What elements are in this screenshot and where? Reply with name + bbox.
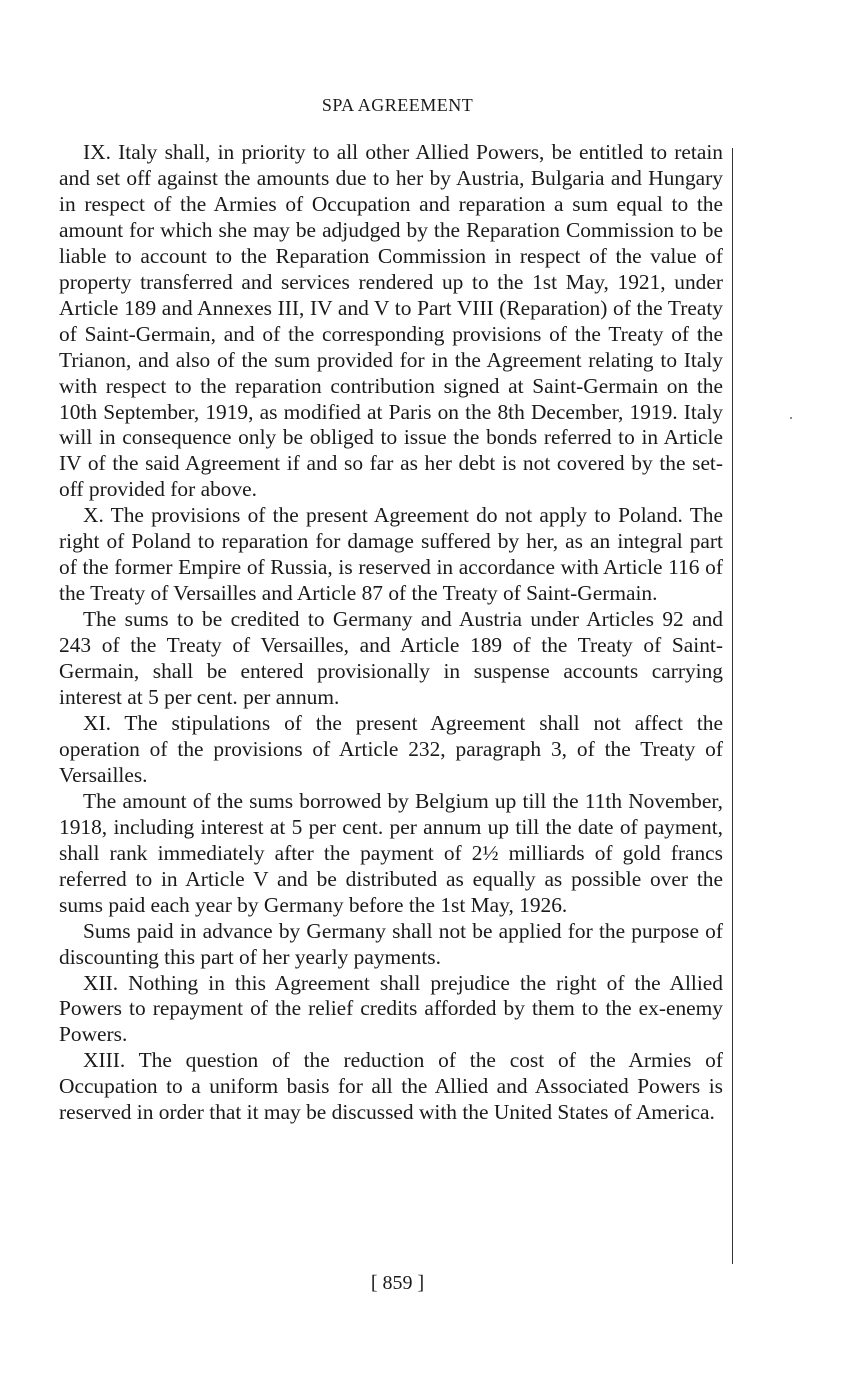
document-body (59, 140, 723, 1126)
paragraph-article-xii: XII. Nothing in this Agreement shall prejudice the right of the Allied Powers to repayment of the relief credits afforded by them to the ex-enemy Powers. (59, 970, 723, 1047)
page-header: SPA AGREEMENT (321, 95, 474, 115)
page-number: [ 859 ] (370, 1272, 425, 1294)
paragraph-article-x: X. The provisions of the present Agreement do not apply to Poland. The right of Poland to reparation for damage suffered by her, as an integral part of the former Empire of Russia, is reserved in accordance with Article 116 of the Treaty of Versailles and Article 87 of the Treaty of Saint-Germain. (59, 503, 723, 606)
paragraph-suspense-accounts: The sums to be credited to Germany and Austria under Articles 92 and 243 of the Treaty of Versailles, and Article 189 of the Treaty of Saint-Germain, shall be entered provisionally in suspense accounts carrying interest at 5 per cent. per annum. (59, 607, 723, 710)
paragraph-article-ix: IX. Italy shall, in priority to all other Allied Powers, be entitled to retain and set off against the amounts due to her by Austria, Bulgaria and Hungary in respect of the Armies of Occupation and reparation a sum equal to the amount for which she may be adjudged by the Reparation Commission to be liable to account to the Reparation Commission in respect of the value of property transferred and services rendered up to the 1st May, 1921, under Article 189 and Annexes III, IV and V to Part VIII (Reparation) of the Treaty of Saint-Germain, and of the corresponding provisions of the Treaty of the Trianon, and also of the sum provided for in the Agreement relating to Italy with respect to the reparation contribution signed at Saint-Germain on the 10th September, 1919, as modified at Paris on the 8th December, 1919. Italy will in consequence only be obliged to issue the bonds referred to in Article IV of the said Agreement if and so far as her debt is not covered by the set-off provided for above. (59, 140, 723, 502)
margin-speck (790, 417, 792, 419)
paragraph-advance-payments: Sums paid in advance by Germany shall not be applied for the purpose of discounting this part of her yearly payments. (59, 918, 723, 969)
paragraph-article-xi: XI. The stipulations of the present Agreement shall not affect the operation of the provisions of Article 232, paragraph 3, of the Treaty of Versailles. (59, 710, 723, 787)
paragraph-article-xiii: XIII. The question of the reduction of the cost of the Armies of Occupation to a uniform basis for all the Allied and Associated Powers is reserved in order that it may be discussed with the United States of America. (59, 1048, 723, 1125)
margin-rule (732, 148, 733, 1264)
paragraph-belgium-sums: The amount of the sums borrowed by Belgium up till the 11th November, 1918, including interest at 5 per cent. per annum up till the date of payment, shall rank immediately after the payment of 2½ milliards of gold francs referred to in Article V and be distributed as equally as possible over the sums paid each year by Germany before the 1st May, 1926. (59, 788, 723, 917)
